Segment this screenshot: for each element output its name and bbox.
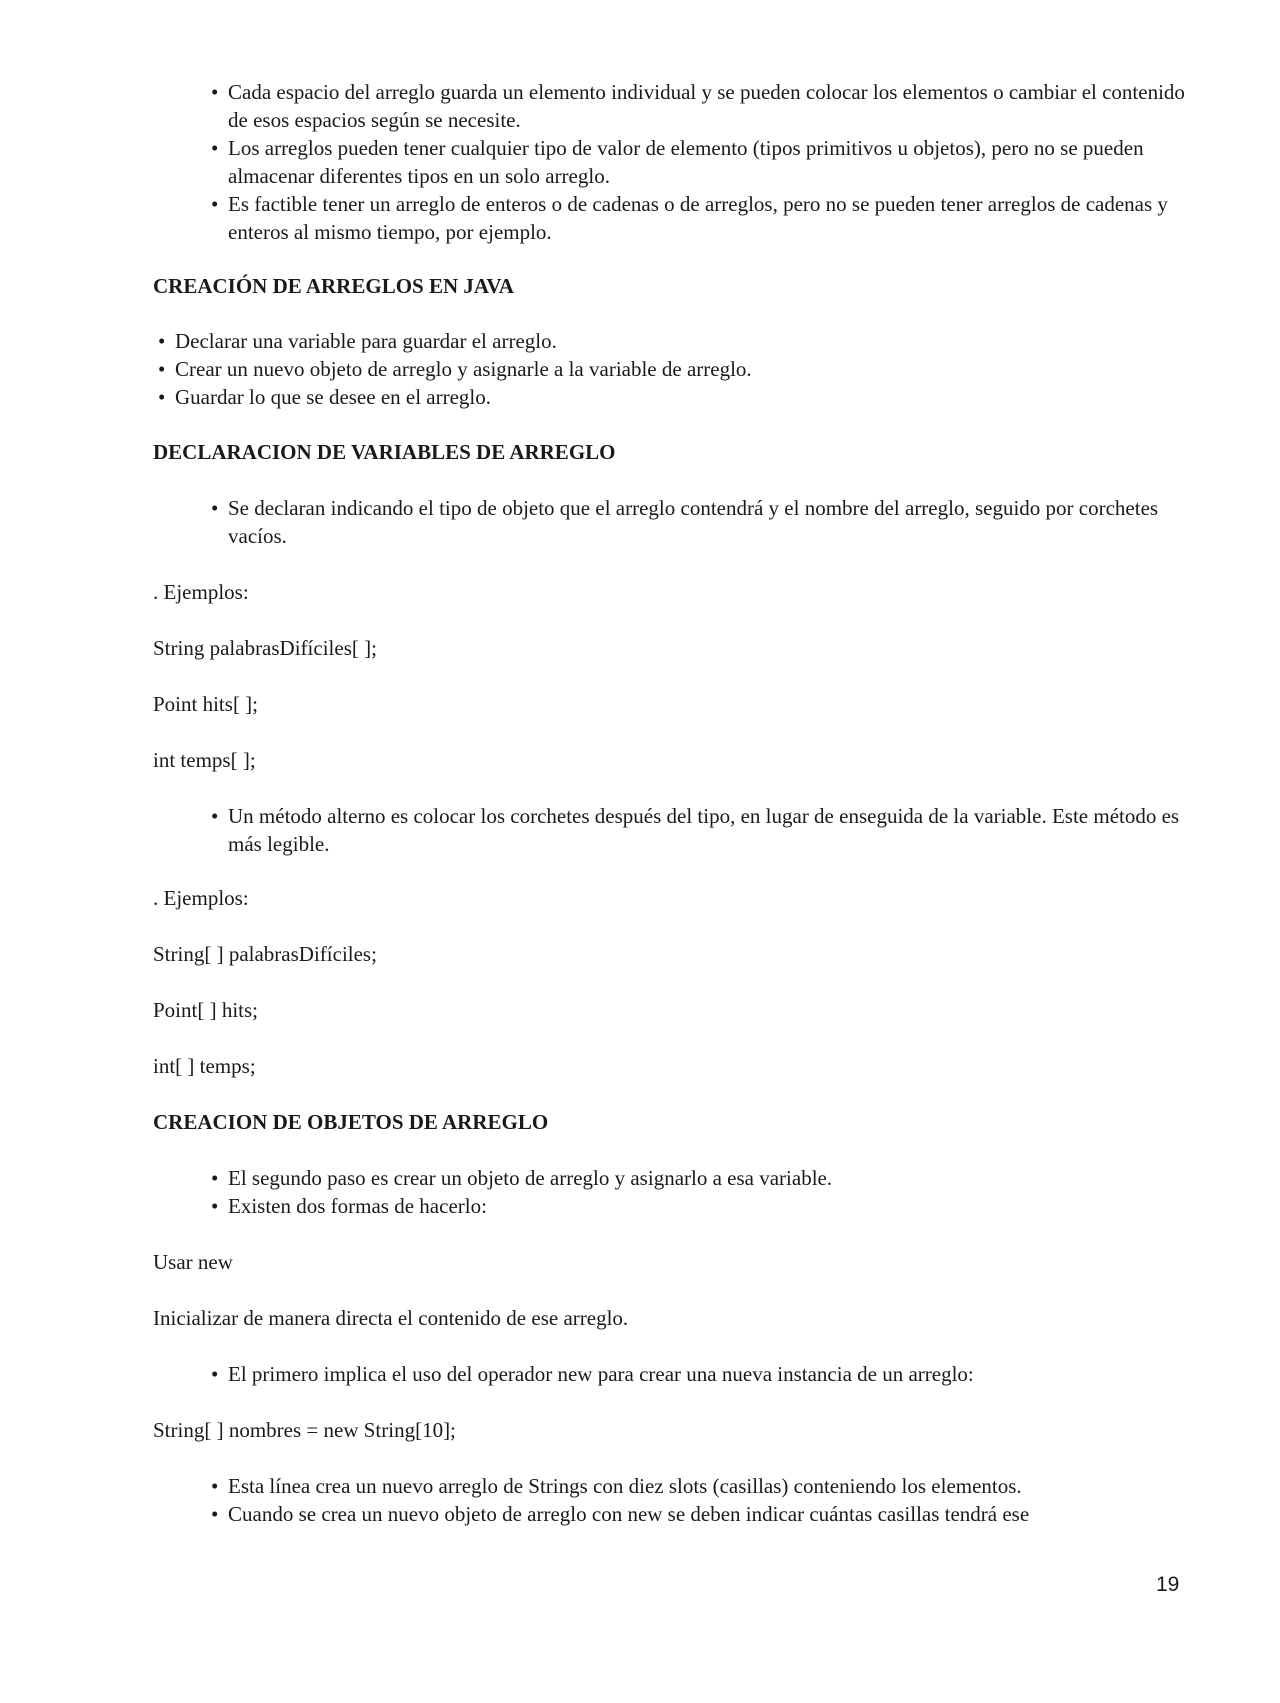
code-example: Point[ ] hits; xyxy=(153,998,259,1022)
bullet-item xyxy=(211,1500,1188,1528)
examples-label: . Ejemplos: xyxy=(153,886,249,910)
bullet-text: Los arreglos pueden tener cualquier tipo de valor de elemento (tipos primitivos u objetos), pero no se pueden almacenar diferentes tipos en un solo arreglo. xyxy=(228,136,1144,188)
bullet-item xyxy=(158,355,1175,383)
bullet-text: Existen dos formas de hacerlo: xyxy=(228,1194,487,1218)
bullet-dot: • xyxy=(211,192,219,216)
code-example: String[ ] palabrasDifíciles; xyxy=(153,942,377,966)
bullet-item xyxy=(211,802,1188,858)
bullet-dot: • xyxy=(158,329,166,353)
bullet-dot: • xyxy=(211,136,219,160)
bullet-dot: • xyxy=(158,357,166,381)
bullet-text: El segundo paso es crear un objeto de arreglo y asignarlo a esa variable. xyxy=(228,1166,833,1190)
paragraph: Usar new xyxy=(153,1250,233,1274)
bullet-dot: • xyxy=(158,385,166,409)
section-heading: CREACION DE OBJETOS DE ARREGLO xyxy=(153,1110,549,1134)
bullet-dot: • xyxy=(211,80,219,104)
bullet-item xyxy=(211,1192,1188,1220)
bullet-dot: • xyxy=(211,804,219,828)
bullet-item xyxy=(211,494,1188,550)
bullet-item xyxy=(211,1360,1188,1388)
examples-label: . Ejemplos: xyxy=(153,580,249,604)
bullet-text: Guardar lo que se desee en el arreglo. xyxy=(175,385,492,409)
bullet-text: Es factible tener un arreglo de enteros o de cadenas o de arreglos, pero no se pueden tener arreglos de cadenas y enteros al mismo tiempo, por ejemplo. xyxy=(228,192,1168,244)
bullet-text: Declarar una variable para guardar el arreglo. xyxy=(175,329,557,353)
section-heading: CREACIÓN DE ARREGLOS EN JAVA xyxy=(153,274,514,298)
bullet-item xyxy=(158,383,1175,411)
page-number: 19 xyxy=(1156,1573,1180,1596)
bullet-item xyxy=(158,327,1175,355)
bullet-text: Cuando se crea un nuevo objeto de arreglo con new se deben indicar cuántas casillas tendrá ese xyxy=(228,1502,1030,1526)
bullet-text: Un método alterno es colocar los corchetes después del tipo, en lugar de enseguida de la variable. Este método es más legible. xyxy=(228,804,1180,856)
code-example: int[ ] temps; xyxy=(153,1054,256,1078)
bullet-dot: • xyxy=(211,496,219,520)
bullet-item xyxy=(211,1472,1188,1500)
bullet-item xyxy=(211,78,1188,134)
bullet-dot: • xyxy=(211,1166,219,1190)
bullet-item xyxy=(211,190,1188,246)
code-example: int temps[ ]; xyxy=(153,748,256,772)
code-example: String palabrasDifíciles[ ]; xyxy=(153,636,377,660)
bullet-item xyxy=(211,134,1188,190)
section-heading: DECLARACION DE VARIABLES DE ARREGLO xyxy=(153,440,616,464)
bullet-dot: • xyxy=(211,1502,219,1526)
bullet-text: Crear un nuevo objeto de arreglo y asignarle a la variable de arreglo. xyxy=(175,357,752,381)
bullet-text: El primero implica el uso del operador new para crear una nueva instancia de un arreglo: xyxy=(228,1362,974,1386)
bullet-item xyxy=(211,1164,1188,1192)
code-example: Point hits[ ]; xyxy=(153,692,259,716)
code-example: String[ ] nombres = new String[10]; xyxy=(153,1418,456,1442)
bullet-text: Cada espacio del arreglo guarda un elemento individual y se pueden colocar los elementos o cambiar el contenido de esos espacios según se necesite. xyxy=(228,80,1185,132)
paragraph: Inicializar de manera directa el contenido de ese arreglo. xyxy=(153,1306,629,1330)
bullet-dot: • xyxy=(211,1194,219,1218)
bullet-dot: • xyxy=(211,1474,219,1498)
bullet-text: Esta línea crea un nuevo arreglo de Strings con diez slots (casillas) conteniendo los elementos. xyxy=(228,1474,1022,1498)
bullet-dot: • xyxy=(211,1362,219,1386)
bullet-text: Se declaran indicando el tipo de objeto que el arreglo contendrá y el nombre del arreglo, seguido por corchetes vacíos. xyxy=(228,496,1159,548)
